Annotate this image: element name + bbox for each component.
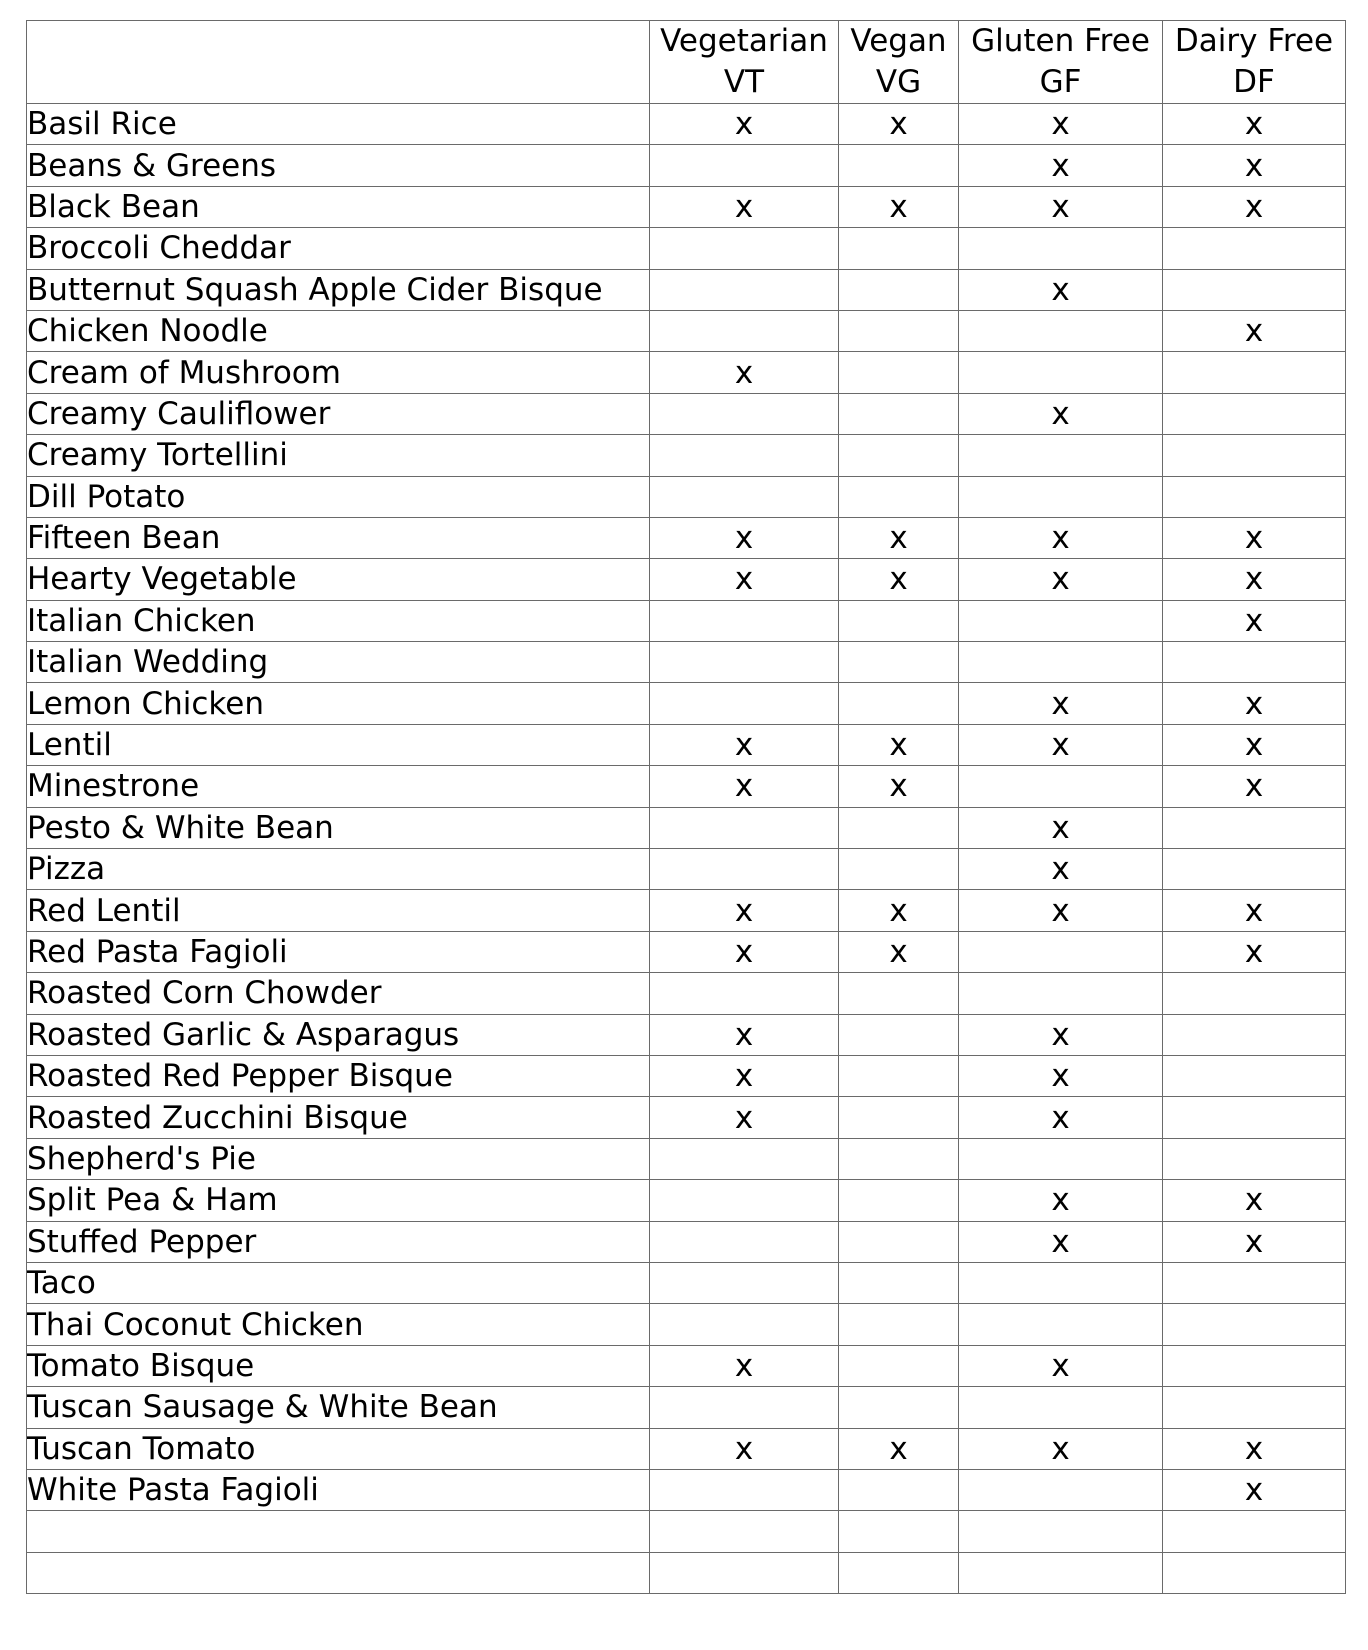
soup-name-cell: Broccoli Cheddar [27,228,650,269]
dairy-free-mark [1163,1014,1346,1055]
vegan-mark [839,476,959,517]
dairy-free-mark: x [1163,1428,1346,1469]
dairy-free-mark: x [1163,310,1346,351]
vegetarian-mark [650,642,839,683]
table-row [27,310,1346,351]
gluten-free-mark [959,1552,1163,1593]
gluten-free-mark [959,228,1163,269]
dairy-free-mark [1163,1304,1346,1345]
soup-name-cell: Creamy Tortellini [27,435,650,476]
vegetarian-mark: x [650,352,839,393]
vegan-mark: x [839,1428,959,1469]
vegan-mark [839,1262,959,1303]
soup-name-cell: Pizza [27,849,650,890]
gluten-free-mark [959,310,1163,351]
vegetarian-mark: x [650,559,839,600]
gluten-free-mark [959,973,1163,1014]
gluten-free-mark: x [959,724,1163,765]
table-body [27,104,1346,1594]
table-row [27,1428,1346,1469]
header-gluten-free-label: Gluten Free [971,23,1150,59]
vegetarian-mark [650,476,839,517]
soup-name-cell: Stuffed Pepper [27,1221,650,1262]
gluten-free-mark [959,642,1163,683]
vegan-mark [839,1387,959,1428]
vegan-mark [839,1511,959,1552]
soup-name-cell [27,1552,650,1593]
gluten-free-mark: x [959,1014,1163,1055]
vegan-mark [839,1304,959,1345]
soup-name-cell: White Pasta Fagioli [27,1469,650,1510]
gluten-free-mark: x [959,186,1163,227]
table-row [27,1055,1346,1096]
vegetarian-mark [650,1552,839,1593]
vegetarian-mark: x [650,1428,839,1469]
dairy-free-mark [1163,642,1346,683]
header-dairy-free-label: Dairy Free [1174,23,1334,59]
vegan-mark [839,1014,959,1055]
dairy-free-mark: x [1163,559,1346,600]
table-row [27,1138,1346,1179]
vegan-mark: x [839,724,959,765]
gluten-free-mark [959,1262,1163,1303]
vegetarian-mark [650,683,839,724]
gluten-free-mark: x [959,104,1163,145]
soup-name-cell: Split Pea & Ham [27,1180,650,1221]
vegetarian-mark [650,849,839,890]
header-dairy-free [1163,21,1346,104]
vegan-mark [839,600,959,641]
gluten-free-mark: x [959,145,1163,186]
vegan-mark [839,1552,959,1593]
vegan-mark [839,1138,959,1179]
gluten-free-mark: x [959,1345,1163,1386]
gluten-free-mark: x [959,393,1163,434]
dairy-free-mark: x [1163,1469,1346,1510]
soup-name-cell: Shepherd's Pie [27,1138,650,1179]
table-row [27,642,1346,683]
vegetarian-mark: x [650,186,839,227]
table-row [27,476,1346,517]
vegetarian-mark [650,228,839,269]
soup-name-cell: Cream of Mushroom [27,352,650,393]
vegan-mark [839,1097,959,1138]
soup-name-cell [27,1511,650,1552]
header-vegetarian [650,21,839,104]
table-row [27,600,1346,641]
table-row [27,1221,1346,1262]
soup-name-cell: Tuscan Sausage & White Bean [27,1387,650,1428]
vegetarian-mark [650,1387,839,1428]
vegetarian-mark [650,145,839,186]
header-vegan-label: Vegan [850,23,947,59]
table-row [27,1262,1346,1303]
gluten-free-mark [959,1304,1163,1345]
dairy-free-mark: x [1163,890,1346,931]
dairy-free-mark [1163,1262,1346,1303]
header-row [27,21,1346,104]
vegetarian-mark [650,1180,839,1221]
vegan-mark [839,683,959,724]
soup-name-cell: Taco [27,1262,650,1303]
gluten-free-mark [959,766,1163,807]
table-row [27,807,1346,848]
table-row [27,931,1346,972]
vegetarian-mark [650,269,839,310]
gluten-free-mark [959,1387,1163,1428]
soup-name-cell: Italian Chicken [27,600,650,641]
soup-name-cell: Butternut Squash Apple Cider Bisque [27,269,650,310]
dairy-free-mark: x [1163,766,1346,807]
gluten-free-mark [959,435,1163,476]
vegetarian-mark [650,1469,839,1510]
vegan-mark: x [839,766,959,807]
vegan-mark [839,1221,959,1262]
dairy-free-mark [1163,269,1346,310]
dairy-free-mark: x [1163,683,1346,724]
gluten-free-mark: x [959,269,1163,310]
soup-name-cell: Dill Potato [27,476,650,517]
vegan-mark [839,1180,959,1221]
table-row [27,1387,1346,1428]
vegan-mark [839,393,959,434]
soup-name-cell: Fifteen Bean [27,517,650,558]
table-row [27,683,1346,724]
vegetarian-mark [650,973,839,1014]
table-row [27,393,1346,434]
vegetarian-mark: x [650,1097,839,1138]
vegan-mark: x [839,104,959,145]
dairy-free-mark [1163,228,1346,269]
dairy-free-mark: x [1163,517,1346,558]
vegetarian-mark [650,600,839,641]
dairy-free-mark [1163,1552,1346,1593]
soup-name-cell: Roasted Corn Chowder [27,973,650,1014]
dairy-free-mark: x [1163,186,1346,227]
dairy-free-mark [1163,1387,1346,1428]
vegetarian-mark [650,807,839,848]
vegan-mark: x [839,186,959,227]
soup-name-cell: Pesto & White Bean [27,807,650,848]
gluten-free-mark [959,600,1163,641]
table-row [27,1180,1346,1221]
table-row [27,1097,1346,1138]
gluten-free-mark: x [959,1180,1163,1221]
dairy-free-mark: x [1163,1221,1346,1262]
vegetarian-mark: x [650,890,839,931]
vegan-mark: x [839,890,959,931]
vegetarian-mark [650,1262,839,1303]
soup-name-cell: Hearty Vegetable [27,559,650,600]
gluten-free-mark: x [959,559,1163,600]
dairy-free-mark: x [1163,931,1346,972]
soup-name-cell: Creamy Cauliflower [27,393,650,434]
dietary-chart-table [26,20,1346,1594]
dairy-free-mark: x [1163,104,1346,145]
vegan-mark [839,269,959,310]
gluten-free-mark: x [959,1055,1163,1096]
gluten-free-mark: x [959,890,1163,931]
soup-name-cell: Lemon Chicken [27,683,650,724]
dairy-free-mark [1163,807,1346,848]
header-gluten-free-code: GF [1039,64,1082,100]
gluten-free-mark [959,1469,1163,1510]
header-vegetarian-label: Vegetarian [660,23,828,59]
table-row [27,973,1346,1014]
vegan-mark [839,1055,959,1096]
vegan-mark: x [839,931,959,972]
table-row [27,1469,1346,1510]
soup-name-cell: Chicken Noodle [27,310,650,351]
gluten-free-mark [959,352,1163,393]
table-row [27,517,1346,558]
soup-name-cell: Tuscan Tomato [27,1428,650,1469]
table-row [27,1014,1346,1055]
vegetarian-mark [650,435,839,476]
vegetarian-mark [650,310,839,351]
vegan-mark [839,807,959,848]
dairy-free-mark [1163,435,1346,476]
table-row [27,1304,1346,1345]
vegetarian-mark: x [650,104,839,145]
vegan-mark [839,352,959,393]
vegan-mark [839,435,959,476]
header-vegan [839,21,959,104]
vegetarian-mark [650,1221,839,1262]
gluten-free-mark [959,1511,1163,1552]
vegetarian-mark: x [650,1055,839,1096]
vegetarian-mark: x [650,1345,839,1386]
gluten-free-mark [959,1138,1163,1179]
gluten-free-mark: x [959,849,1163,890]
dairy-free-mark: x [1163,1180,1346,1221]
table-row [27,849,1346,890]
vegan-mark [839,310,959,351]
vegetarian-mark [650,1138,839,1179]
dairy-free-mark [1163,849,1346,890]
header-gluten-free [959,21,1163,104]
soup-name-cell: Red Lentil [27,890,650,931]
table-row [27,145,1346,186]
vegetarian-mark: x [650,724,839,765]
vegetarian-mark [650,1511,839,1552]
header-blank-cell [27,21,650,104]
dairy-free-mark [1163,476,1346,517]
vegetarian-mark: x [650,931,839,972]
dairy-free-mark: x [1163,145,1346,186]
vegan-mark [839,642,959,683]
header-vegan-code: VG [875,64,922,100]
dairy-free-mark [1163,1097,1346,1138]
vegetarian-mark [650,1304,839,1345]
soup-name-cell: Thai Coconut Chicken [27,1304,650,1345]
dairy-free-mark [1163,352,1346,393]
vegetarian-mark: x [650,1014,839,1055]
soup-name-cell: Basil Rice [27,104,650,145]
table-row [27,766,1346,807]
soup-name-cell: Black Bean [27,186,650,227]
dairy-free-mark [1163,1511,1346,1552]
table-row [27,1511,1346,1552]
soup-name-cell: Beans & Greens [27,145,650,186]
header-dairy-free-code: DF [1233,64,1275,100]
soup-name-cell: Roasted Garlic & Asparagus [27,1014,650,1055]
vegan-mark: x [839,517,959,558]
vegan-mark [839,1345,959,1386]
vegetarian-mark: x [650,517,839,558]
vegan-mark [839,1469,959,1510]
vegan-mark [839,228,959,269]
table-row [27,1552,1346,1593]
dairy-free-mark: x [1163,600,1346,641]
dairy-free-mark: x [1163,724,1346,765]
gluten-free-mark [959,931,1163,972]
soup-name-cell: Lentil [27,724,650,765]
dairy-free-mark [1163,973,1346,1014]
table-row [27,269,1346,310]
table-row [27,435,1346,476]
gluten-free-mark: x [959,1428,1163,1469]
gluten-free-mark [959,476,1163,517]
table-row [27,724,1346,765]
gluten-free-mark: x [959,807,1163,848]
soup-name-cell: Minestrone [27,766,650,807]
vegan-mark [839,145,959,186]
vegan-mark [839,849,959,890]
vegan-mark [839,973,959,1014]
dairy-free-mark [1163,393,1346,434]
soup-name-cell: Roasted Zucchini Bisque [27,1097,650,1138]
dairy-free-mark [1163,1345,1346,1386]
gluten-free-mark: x [959,517,1163,558]
table-row [27,352,1346,393]
soup-name-cell: Italian Wedding [27,642,650,683]
gluten-free-mark: x [959,1221,1163,1262]
soup-name-cell: Tomato Bisque [27,1345,650,1386]
header-vegetarian-code: VT [723,64,765,100]
gluten-free-mark: x [959,683,1163,724]
dairy-free-mark [1163,1138,1346,1179]
soup-name-cell: Red Pasta Fagioli [27,931,650,972]
table-row [27,1345,1346,1386]
soup-name-cell: Roasted Red Pepper Bisque [27,1055,650,1096]
table-row [27,559,1346,600]
table-row [27,228,1346,269]
table-row [27,104,1346,145]
vegan-mark: x [839,559,959,600]
gluten-free-mark: x [959,1097,1163,1138]
dairy-free-mark [1163,1055,1346,1096]
table-row [27,890,1346,931]
vegetarian-mark [650,393,839,434]
vegetarian-mark: x [650,766,839,807]
table-row [27,186,1346,227]
